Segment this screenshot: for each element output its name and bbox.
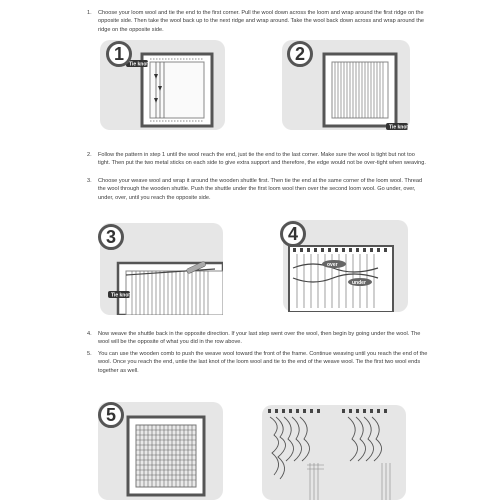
step-5-body: You can use the wooden comb to push the weave wool toward the front of the frame. Continue weaving until you reach the end of the wool. Once you reach the end, untie the last knot of the loom wool and tie to the end of the weave wool. Tie the first two wool ends together as well. bbox=[98, 351, 428, 374]
step-2-text bbox=[87, 151, 428, 168]
over-label: over bbox=[327, 262, 338, 268]
step-1-number: 1. bbox=[87, 10, 92, 16]
step-badge-5: 5 bbox=[98, 402, 124, 428]
under-label: under bbox=[352, 280, 366, 286]
step-5-number: 5. bbox=[87, 351, 92, 357]
step-badge-3: 3 bbox=[98, 224, 124, 250]
tie-knot-label-2: Tie knot bbox=[389, 124, 409, 130]
tie-knot-label-3: Tie knot bbox=[111, 292, 131, 299]
step-3-body: Choose your weave wool and wrap it around the wooden shuttle first. Then tie the end at the same corner of the loom wool. Thread the wool through the wooden shuttle. Push the shuttle under the first loom wool then over the second loom wool. Go under, over, under, over, until you reach the opposite side. bbox=[98, 178, 423, 201]
step-3-number: 3. bbox=[87, 178, 92, 184]
knot-tying-illustration bbox=[262, 405, 406, 500]
step-1-body: Choose your loom wool and tie the end to the first corner. Pull the wool down across the loom and wrap around the first ridge on the opposite side. Then take the wool back up to the next ridge and wrap around. Take the wool back down across and wrap around the ridge on the opposite side. bbox=[98, 10, 424, 33]
step-4-body: Now weave the shuttle back in the opposite direction. If your last step went over the wool, then begin by going under the wool. The wool will be the opposite of what you did in the row above. bbox=[98, 331, 421, 346]
step-badge-1: 1 bbox=[106, 41, 132, 67]
step-badge-4: 4 bbox=[280, 221, 306, 247]
step-2-body: Follow the pattern in step 1 until the wool reach the end, just tie the end to the last corner. Make sure the wool is tight but not too tight. Then put the two metal sticks on each side to give extra support and therefore, the edge would not be over-tight when weaving. bbox=[98, 152, 426, 167]
step-3-text bbox=[87, 177, 428, 202]
step-badge-2: 2 bbox=[287, 41, 313, 67]
tie-knot-label: Tie knot bbox=[129, 61, 149, 68]
step-4-number: 4. bbox=[87, 331, 92, 337]
step-4-text bbox=[87, 330, 428, 347]
step-2-number: 2. bbox=[87, 152, 92, 158]
step-5-text bbox=[87, 350, 428, 375]
step-1-text bbox=[87, 9, 428, 34]
